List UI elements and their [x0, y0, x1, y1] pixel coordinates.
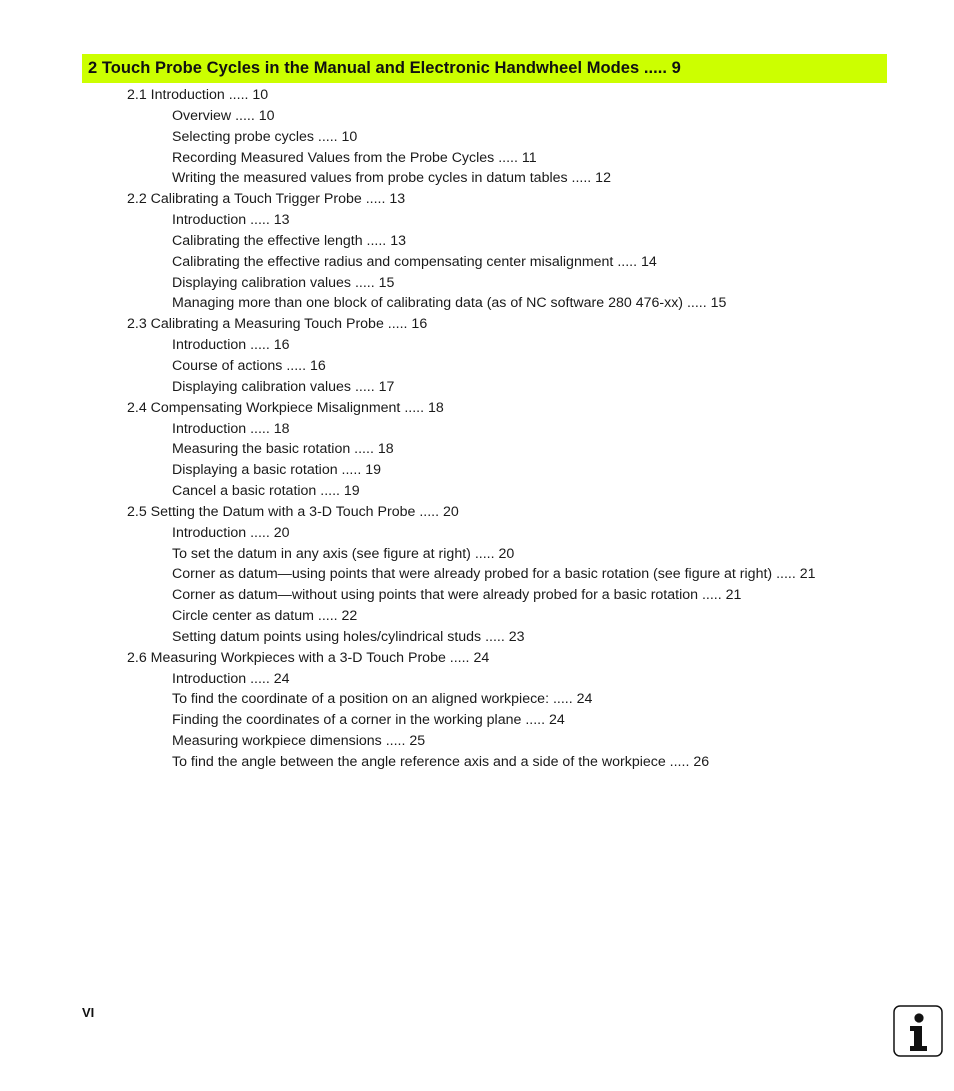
toc-entry[interactable]: To find the coordinate of a position on an aligned workpiece: ..... 24: [172, 691, 593, 708]
toc-entry[interactable]: Introduction ..... 24: [172, 670, 290, 687]
toc-entry[interactable]: Measuring the basic rotation ..... 18: [172, 441, 394, 458]
toc-entry[interactable]: To set the datum in any axis (see figure at right) ..... 20: [172, 545, 515, 562]
toc-entry[interactable]: To find the angle between the angle reference axis and a side of the workpiece ..... 26: [172, 754, 710, 770]
info-icon: [893, 1005, 943, 1057]
toc-entry[interactable]: Writing the measured values from probe cycles in datum tables ..... 12: [172, 170, 611, 187]
toc-entry[interactable]: Calibrating the effective length ..... 13: [172, 232, 406, 249]
toc-entry[interactable]: Introduction ..... 20: [172, 524, 290, 541]
toc-section[interactable]: 2.1 Introduction ..... 10: [127, 87, 269, 103]
toc-entry[interactable]: Displaying calibration values ..... 17: [172, 378, 395, 395]
toc-entry[interactable]: Displaying calibration values ..... 15: [172, 274, 395, 291]
toc-entry[interactable]: Calibrating the effective radius and compensating center misalignment ..... 14: [172, 253, 657, 270]
toc-section[interactable]: 2.4 Compensating Workpiece Misalignment ..... 18: [127, 399, 444, 416]
toc-entry[interactable]: Displaying a basic rotation ..... 19: [172, 462, 381, 479]
toc-entry[interactable]: Cancel a basic rotation ..... 19: [172, 483, 360, 500]
toc-entry[interactable]: Overview ..... 10: [172, 107, 275, 124]
toc-entry[interactable]: Introduction ..... 13: [172, 212, 290, 229]
toc-entry[interactable]: Corner as datum—using points that were already probed for a basic rotation (see figure at right) ..... 21: [172, 566, 816, 583]
toc-entry[interactable]: Introduction ..... 16: [172, 337, 290, 354]
chapter-title[interactable]: 2 Touch Probe Cycles in the Manual and Electronic Handwheel Modes ..... 9: [88, 59, 681, 77]
toc-section[interactable]: 2.6 Measuring Workpieces with a 3-D Touch Probe ..... 24: [127, 649, 490, 666]
toc-entry[interactable]: Measuring workpiece dimensions ..... 25: [172, 733, 426, 750]
page-number: VI: [82, 1005, 95, 1020]
toc-section[interactable]: 2.2 Calibrating a Touch Trigger Probe ..... 13: [127, 191, 406, 208]
toc-entry[interactable]: Selecting probe cycles ..... 10: [172, 128, 358, 145]
toc-entry[interactable]: Corner as datum—without using points that were already probed for a basic rotation ..... 21: [172, 587, 742, 604]
chapter-heading-bar: [82, 54, 887, 83]
toc-section[interactable]: 2.5 Setting the Datum with a 3-D Touch Probe ..... 20: [127, 503, 459, 520]
table-of-contents: [0, 85, 954, 773]
toc-entry[interactable]: Circle center as datum ..... 22: [172, 608, 358, 625]
toc-entry[interactable]: Finding the coordinates of a corner in the working plane ..... 24: [172, 712, 565, 729]
toc-entry[interactable]: Recording Measured Values from the Probe Cycles ..... 11: [172, 149, 537, 166]
toc-entry[interactable]: Managing more than one block of calibrating data (as of NC software 280 476-xx) ..... 15: [172, 295, 727, 312]
toc-entry[interactable]: Course of actions ..... 16: [172, 357, 326, 374]
toc-section[interactable]: 2.3 Calibrating a Measuring Touch Probe ..... 16: [127, 316, 428, 333]
toc-entry[interactable]: Introduction ..... 18: [172, 420, 290, 437]
toc-entry[interactable]: Setting datum points using holes/cylindrical studs ..... 23: [172, 628, 525, 645]
